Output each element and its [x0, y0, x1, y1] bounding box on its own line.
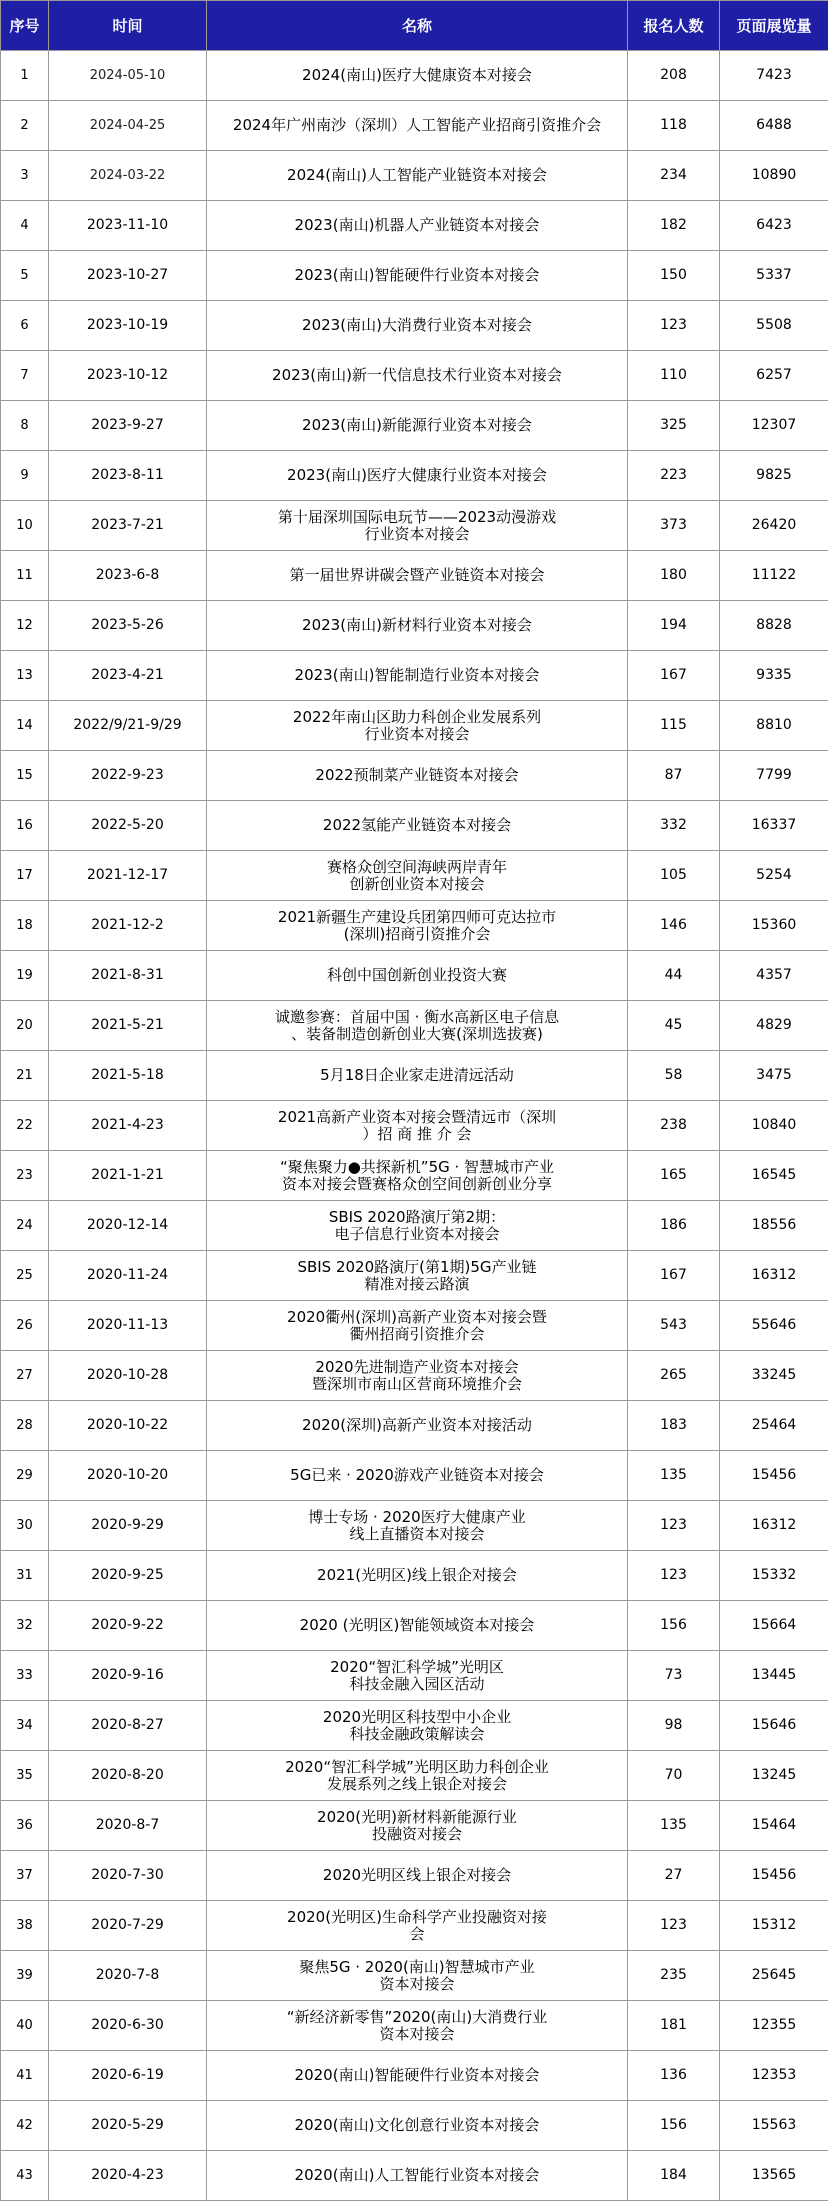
row-page-views: 15312	[720, 1901, 828, 1951]
row-event-name: 2020(南山)文化创意行业资本对接会	[207, 2101, 628, 2151]
row-registration-count: 44	[628, 951, 720, 1001]
row-page-views: 5254	[720, 851, 828, 901]
row-number: 37	[1, 1851, 49, 1901]
row-registration-count: 70	[628, 1751, 720, 1801]
row-date: 2024-05-10	[49, 51, 207, 101]
row-registration-count: 105	[628, 851, 720, 901]
row-page-views: 12355	[720, 2001, 828, 2051]
row-number: 21	[1, 1051, 49, 1101]
table-row	[1, 651, 828, 701]
row-registration-count: 332	[628, 801, 720, 851]
row-event-name: 诚邀参赛：首届中国 · 衡水高新区电子信息 、装备制造创新创业大赛(深圳选拔赛)	[207, 1001, 628, 1051]
row-page-views: 15332	[720, 1551, 828, 1601]
row-registration-count: 234	[628, 151, 720, 201]
row-number: 7	[1, 351, 49, 401]
row-event-name: 2020(深圳)高新产业资本对接活动	[207, 1401, 628, 1451]
row-page-views: 12307	[720, 401, 828, 451]
row-registration-count: 110	[628, 351, 720, 401]
row-date: 2021-12-2	[49, 901, 207, 951]
row-event-name: 2020(光明区)生命科学产业投融资对接 会	[207, 1901, 628, 1951]
row-event-name: 2020衢州(深圳)高新产业资本对接会暨 衢州招商引资推介会	[207, 1301, 628, 1351]
row-number: 8	[1, 401, 49, 451]
row-number: 28	[1, 1401, 49, 1451]
row-number: 9	[1, 451, 49, 501]
row-registration-count: 45	[628, 1001, 720, 1051]
row-page-views: 15456	[720, 1451, 828, 1501]
table-row	[1, 101, 828, 151]
row-number: 41	[1, 2051, 49, 2101]
row-number: 3	[1, 151, 49, 201]
table-row	[1, 1251, 828, 1301]
row-number: 10	[1, 501, 49, 551]
table-row	[1, 501, 828, 551]
table-row	[1, 51, 828, 101]
row-event-name: 2021新疆生产建设兵团第四师可克达拉市 (深圳)招商引资推介会	[207, 901, 628, 951]
row-registration-count: 184	[628, 2151, 720, 2201]
row-number: 36	[1, 1801, 49, 1851]
row-event-name: 2023(南山)医疗大健康行业资本对接会	[207, 451, 628, 501]
row-date: 2021-4-23	[49, 1101, 207, 1151]
row-page-views: 5508	[720, 301, 828, 351]
table-row	[1, 901, 828, 951]
row-registration-count: 123	[628, 1501, 720, 1551]
row-registration-count: 183	[628, 1401, 720, 1451]
row-page-views: 26420	[720, 501, 828, 551]
table-row	[1, 1851, 828, 1901]
row-date: 2020-12-14	[49, 1201, 207, 1251]
row-event-name: 2021高新产业资本对接会暨清远市（深圳 ）招 商 推 介 会	[207, 1101, 628, 1151]
row-page-views: 8828	[720, 601, 828, 651]
row-page-views: 10890	[720, 151, 828, 201]
row-page-views: 16545	[720, 1151, 828, 1201]
row-date: 2020-4-23	[49, 2151, 207, 2201]
row-number: 2	[1, 101, 49, 151]
row-number: 40	[1, 2001, 49, 2051]
row-page-views: 13445	[720, 1651, 828, 1701]
row-event-name: 2020(南山)人工智能行业资本对接会	[207, 2151, 628, 2201]
row-number: 26	[1, 1301, 49, 1351]
table-row	[1, 1451, 828, 1501]
row-page-views: 15456	[720, 1851, 828, 1901]
row-date: 2021-8-31	[49, 951, 207, 1001]
row-event-name: 2021(光明区)线上银企对接会	[207, 1551, 628, 1601]
row-page-views: 16312	[720, 1501, 828, 1551]
row-number: 15	[1, 751, 49, 801]
table-row	[1, 1001, 828, 1051]
row-date: 2022/9/21-9/29	[49, 701, 207, 751]
row-event-name: 2023(南山)智能硬件行业资本对接会	[207, 251, 628, 301]
table-row	[1, 1701, 828, 1751]
row-number: 22	[1, 1101, 49, 1151]
row-page-views: 8810	[720, 701, 828, 751]
row-event-name: 聚焦5G · 2020(南山)智慧城市产业 资本对接会	[207, 1951, 628, 2001]
table-row	[1, 1951, 828, 2001]
row-page-views: 25645	[720, 1951, 828, 2001]
row-event-name: 2020“智汇科学城”光明区 科技金融入园区活动	[207, 1651, 628, 1701]
row-number: 33	[1, 1651, 49, 1701]
row-date: 2020-9-16	[49, 1651, 207, 1701]
header-no: 序号	[1, 1, 49, 51]
row-registration-count: 194	[628, 601, 720, 651]
row-registration-count: 156	[628, 2101, 720, 2151]
table-row	[1, 1601, 828, 1651]
table-row	[1, 2051, 828, 2101]
row-registration-count: 325	[628, 401, 720, 451]
row-number: 19	[1, 951, 49, 1001]
row-page-views: 15360	[720, 901, 828, 951]
row-event-name: 2023(南山)大消费行业资本对接会	[207, 301, 628, 351]
row-event-name: 2022氢能产业链资本对接会	[207, 801, 628, 851]
row-event-name: 2020“智汇科学城”光明区助力科创企业 发展系列之线上银企对接会	[207, 1751, 628, 1801]
row-number: 27	[1, 1351, 49, 1401]
table-row	[1, 351, 828, 401]
row-number: 17	[1, 851, 49, 901]
table-row	[1, 851, 828, 901]
row-date: 2024-04-25	[49, 101, 207, 151]
row-registration-count: 146	[628, 901, 720, 951]
row-date: 2023-9-27	[49, 401, 207, 451]
row-registration-count: 186	[628, 1201, 720, 1251]
row-page-views: 15563	[720, 2101, 828, 2151]
row-registration-count: 150	[628, 251, 720, 301]
row-date: 2020-10-20	[49, 1451, 207, 1501]
row-date: 2022-9-23	[49, 751, 207, 801]
row-date: 2020-9-22	[49, 1601, 207, 1651]
table-row	[1, 1651, 828, 1701]
row-page-views: 15664	[720, 1601, 828, 1651]
row-registration-count: 87	[628, 751, 720, 801]
row-number: 20	[1, 1001, 49, 1051]
row-page-views: 13565	[720, 2151, 828, 2201]
row-page-views: 4829	[720, 1001, 828, 1051]
row-page-views: 15464	[720, 1801, 828, 1851]
table-row	[1, 201, 828, 251]
row-date: 2020-10-28	[49, 1351, 207, 1401]
row-date: 2021-12-17	[49, 851, 207, 901]
row-date: 2021-5-18	[49, 1051, 207, 1101]
row-number: 4	[1, 201, 49, 251]
row-date: 2022-5-20	[49, 801, 207, 851]
table-row	[1, 1401, 828, 1451]
row-event-name: 5月18日企业家走进清远活动	[207, 1051, 628, 1101]
row-registration-count: 181	[628, 2001, 720, 2051]
row-page-views: 3475	[720, 1051, 828, 1101]
table-row	[1, 1501, 828, 1551]
row-page-views: 15646	[720, 1701, 828, 1751]
row-page-views: 6423	[720, 201, 828, 251]
row-date: 2020-6-19	[49, 2051, 207, 2101]
table-row	[1, 401, 828, 451]
table-row	[1, 301, 828, 351]
row-date: 2023-5-26	[49, 601, 207, 651]
row-event-name: SBIS 2020路演厅第2期： 电子信息行业资本对接会	[207, 1201, 628, 1251]
row-registration-count: 115	[628, 701, 720, 751]
row-event-name: SBIS 2020路演厅(第1期)5G产业链 精准对接云路演	[207, 1251, 628, 1301]
row-date: 2020-11-13	[49, 1301, 207, 1351]
row-event-name: 2024年广州南沙（深圳）人工智能产业招商引资推介会	[207, 101, 628, 151]
row-page-views: 7799	[720, 751, 828, 801]
row-event-name: 2023(南山)机器人产业链资本对接会	[207, 201, 628, 251]
header-row	[1, 1, 828, 51]
row-date: 2020-7-29	[49, 1901, 207, 1951]
table-row	[1, 1351, 828, 1401]
row-page-views: 9825	[720, 451, 828, 501]
row-number: 32	[1, 1601, 49, 1651]
row-page-views: 4357	[720, 951, 828, 1001]
row-event-name: 赛格众创空间海峡两岸青年 创新创业资本对接会	[207, 851, 628, 901]
row-registration-count: 373	[628, 501, 720, 551]
row-registration-count: 98	[628, 1701, 720, 1751]
row-page-views: 11122	[720, 551, 828, 601]
row-date: 2023-11-10	[49, 201, 207, 251]
row-event-name: 2022年南山区助力科创企业发展系列 行业资本对接会	[207, 701, 628, 751]
header-date: 时间	[49, 1, 207, 51]
row-event-name: 2020光明区科技型中小企业 科技金融政策解读会	[207, 1701, 628, 1751]
row-number: 25	[1, 1251, 49, 1301]
row-number: 12	[1, 601, 49, 651]
row-date: 2020-10-22	[49, 1401, 207, 1451]
table-row	[1, 1201, 828, 1251]
row-date: 2020-8-27	[49, 1701, 207, 1751]
row-date: 2021-5-21	[49, 1001, 207, 1051]
table-row	[1, 2101, 828, 2151]
row-page-views: 13245	[720, 1751, 828, 1801]
row-registration-count: 182	[628, 201, 720, 251]
header-count: 报名人数	[628, 1, 720, 51]
row-page-views: 6488	[720, 101, 828, 151]
row-page-views: 7423	[720, 51, 828, 101]
row-registration-count: 167	[628, 651, 720, 701]
row-date: 2023-6-8	[49, 551, 207, 601]
row-number: 24	[1, 1201, 49, 1251]
row-date: 2020-11-24	[49, 1251, 207, 1301]
row-event-name: 博士专场 · 2020医疗大健康产业 线上直播资本对接会	[207, 1501, 628, 1551]
table-row	[1, 701, 828, 751]
row-date: 2023-7-21	[49, 501, 207, 551]
row-date: 2020-7-8	[49, 1951, 207, 2001]
row-event-name: 2023(南山)新材料行业资本对接会	[207, 601, 628, 651]
row-registration-count: 208	[628, 51, 720, 101]
row-number: 31	[1, 1551, 49, 1601]
row-number: 11	[1, 551, 49, 601]
row-page-views: 33245	[720, 1351, 828, 1401]
table-row	[1, 551, 828, 601]
row-event-name: 2020(南山)智能硬件行业资本对接会	[207, 2051, 628, 2101]
table-row	[1, 751, 828, 801]
row-date: 2020-7-30	[49, 1851, 207, 1901]
row-number: 29	[1, 1451, 49, 1501]
row-registration-count: 223	[628, 451, 720, 501]
row-registration-count: 58	[628, 1051, 720, 1101]
row-registration-count: 135	[628, 1451, 720, 1501]
table-row	[1, 251, 828, 301]
row-event-name: 5G已来 · 2020游戏产业链资本对接会	[207, 1451, 628, 1501]
table-row	[1, 1751, 828, 1801]
table-row	[1, 2151, 828, 2201]
row-event-name: 2024(南山)医疗大健康资本对接会	[207, 51, 628, 101]
row-registration-count: 235	[628, 1951, 720, 2001]
row-registration-count: 156	[628, 1601, 720, 1651]
row-registration-count: 238	[628, 1101, 720, 1151]
row-date: 2023-10-12	[49, 351, 207, 401]
table-row	[1, 1101, 828, 1151]
table-row	[1, 1151, 828, 1201]
row-event-name: “新经济新零售”2020(南山)大消费行业 资本对接会	[207, 2001, 628, 2051]
row-date: 2020-6-30	[49, 2001, 207, 2051]
row-event-name: “聚焦聚力●共探新机”5G · 智慧城市产业 资本对接会暨赛格众创空间创新创业分享	[207, 1151, 628, 1201]
row-event-name: 2023(南山)新能源行业资本对接会	[207, 401, 628, 451]
row-registration-count: 27	[628, 1851, 720, 1901]
row-number: 23	[1, 1151, 49, 1201]
row-event-name: 2022预制菜产业链资本对接会	[207, 751, 628, 801]
header-name: 名称	[207, 1, 628, 51]
row-number: 35	[1, 1751, 49, 1801]
row-page-views: 6257	[720, 351, 828, 401]
row-number: 39	[1, 1951, 49, 2001]
row-date: 2023-10-19	[49, 301, 207, 351]
row-registration-count: 265	[628, 1351, 720, 1401]
row-number: 13	[1, 651, 49, 701]
header-views: 页面展览量	[720, 1, 828, 51]
table-row	[1, 451, 828, 501]
row-page-views: 18556	[720, 1201, 828, 1251]
row-event-name: 第十届深圳国际电玩节——2023动漫游戏 行业资本对接会	[207, 501, 628, 551]
row-event-name: 第一届世界讲碳会暨产业链资本对接会	[207, 551, 628, 601]
table-row	[1, 1801, 828, 1851]
table-row	[1, 951, 828, 1001]
row-number: 30	[1, 1501, 49, 1551]
row-registration-count: 123	[628, 1901, 720, 1951]
row-number: 16	[1, 801, 49, 851]
row-number: 42	[1, 2101, 49, 2151]
table-row	[1, 601, 828, 651]
row-page-views: 10840	[720, 1101, 828, 1151]
row-event-name: 2020(光明)新材料新能源行业 投融资对接会	[207, 1801, 628, 1851]
table-row	[1, 1301, 828, 1351]
row-page-views: 16337	[720, 801, 828, 851]
row-date: 2020-8-7	[49, 1801, 207, 1851]
row-date: 2021-1-21	[49, 1151, 207, 1201]
row-page-views: 25464	[720, 1401, 828, 1451]
row-event-name: 2020 (光明区)智能领域资本对接会	[207, 1601, 628, 1651]
row-event-name: 2023(南山)新一代信息技术行业资本对接会	[207, 351, 628, 401]
table-row	[1, 801, 828, 851]
row-date: 2023-8-11	[49, 451, 207, 501]
row-event-name: 2020先进制造产业资本对接会 暨深圳市南山区营商环境推介会	[207, 1351, 628, 1401]
row-registration-count: 543	[628, 1301, 720, 1351]
row-registration-count: 136	[628, 2051, 720, 2101]
row-number: 5	[1, 251, 49, 301]
row-page-views: 9335	[720, 651, 828, 701]
row-number: 34	[1, 1701, 49, 1751]
row-date: 2024-03-22	[49, 151, 207, 201]
row-page-views: 55646	[720, 1301, 828, 1351]
row-date: 2023-4-21	[49, 651, 207, 701]
row-event-name: 科创中国创新创业投资大赛	[207, 951, 628, 1001]
row-registration-count: 118	[628, 101, 720, 151]
row-date: 2020-5-29	[49, 2101, 207, 2151]
row-number: 14	[1, 701, 49, 751]
row-registration-count: 123	[628, 301, 720, 351]
row-date: 2023-10-27	[49, 251, 207, 301]
row-registration-count: 123	[628, 1551, 720, 1601]
row-registration-count: 73	[628, 1651, 720, 1701]
row-number: 18	[1, 901, 49, 951]
table-row	[1, 1551, 828, 1601]
row-number: 6	[1, 301, 49, 351]
table-row	[1, 1051, 828, 1101]
row-page-views: 16312	[720, 1251, 828, 1301]
row-registration-count: 165	[628, 1151, 720, 1201]
row-page-views: 5337	[720, 251, 828, 301]
row-number: 38	[1, 1901, 49, 1951]
row-date: 2020-9-29	[49, 1501, 207, 1551]
row-date: 2020-8-20	[49, 1751, 207, 1801]
row-event-name: 2020光明区线上银企对接会	[207, 1851, 628, 1901]
row-date: 2020-9-25	[49, 1551, 207, 1601]
row-event-name: 2024(南山)人工智能产业链资本对接会	[207, 151, 628, 201]
row-registration-count: 180	[628, 551, 720, 601]
row-number: 1	[1, 51, 49, 101]
row-number: 43	[1, 2151, 49, 2201]
row-event-name: 2023(南山)智能制造行业资本对接会	[207, 651, 628, 701]
table-row	[1, 2001, 828, 2051]
row-registration-count: 135	[628, 1801, 720, 1851]
table-row	[1, 1901, 828, 1951]
row-page-views: 12353	[720, 2051, 828, 2101]
table-row	[1, 151, 828, 201]
row-registration-count: 167	[628, 1251, 720, 1301]
